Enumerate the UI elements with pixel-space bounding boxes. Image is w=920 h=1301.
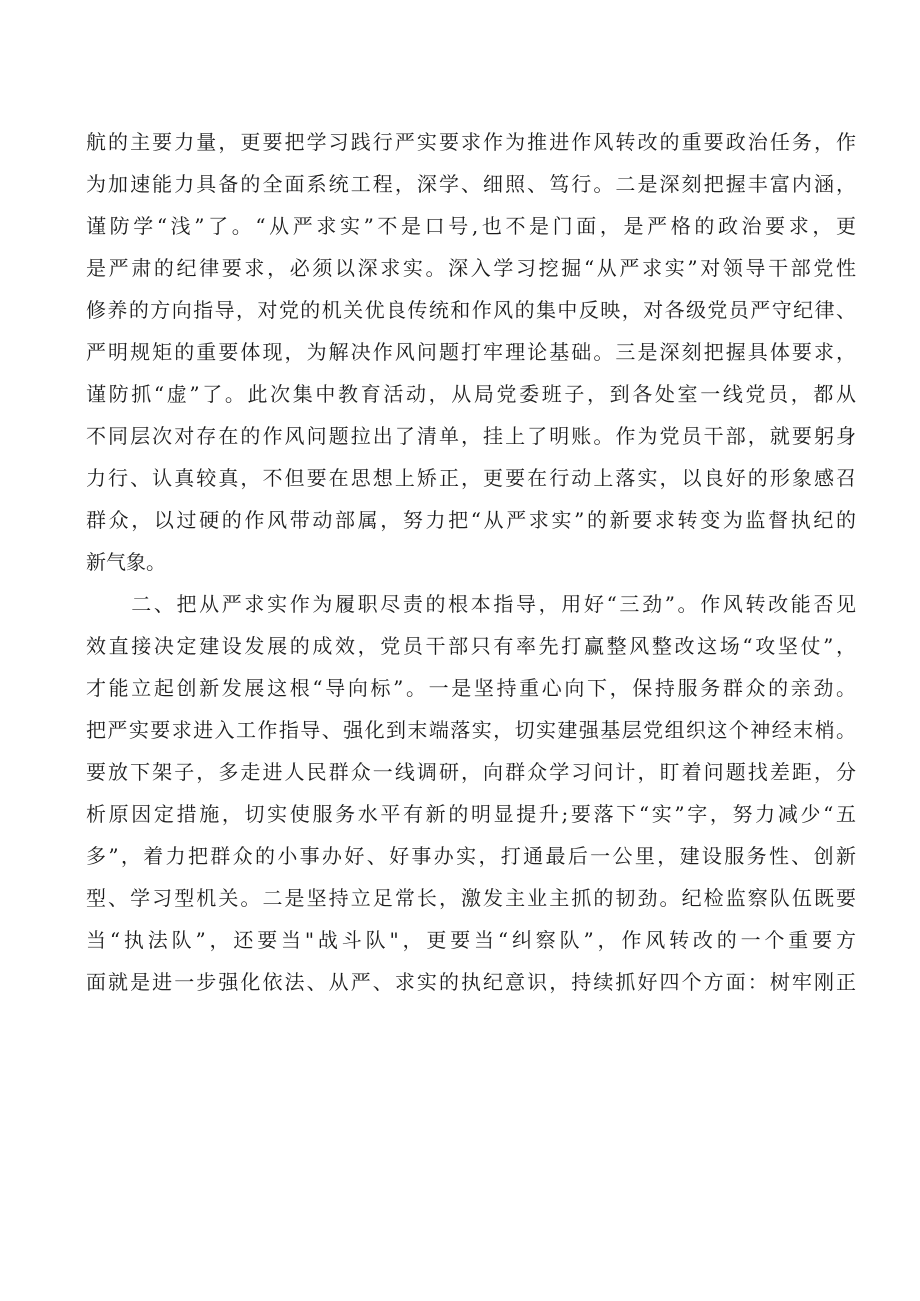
text-line: 面就是进一步强化依法、从严、求实的执纪意识，持续抓好四个方面：树牢刚正: [86, 970, 856, 994]
paragraph-2: [86, 583, 856, 1003]
text-line: 航的主要力量，更要把学习践行严实要求作为推进作风转改的重要政治任务，作: [86, 130, 856, 154]
text-line: 要放下架子，多走进人民群众一线调研，向群众学习问计，盯着问题找差距，分: [86, 760, 856, 784]
text-line: 谨防学“浅”了。“从严求实”不是口号,也不是门面，是严格的政治要求，更: [86, 214, 856, 238]
text-line: 把严实要求进入工作指导、强化到末端落实，切实建强基层党组织这个神经末梢。: [86, 718, 856, 742]
paragraph-1: [86, 121, 856, 583]
text-line: 为加速能力具备的全面系统工程，深学、细照、笃行。二是深刻把握丰富内涵，: [86, 172, 856, 196]
text-line: 型、学习型机关。二是坚持立足常长，激发主业主抓的韧劲。纪检监察队伍既要: [86, 886, 856, 910]
text-line: 不同层次对存在的作风问题拉出了清单，挂上了明账。作为党员干部，就要躬身: [86, 424, 856, 448]
document-body: [86, 121, 856, 1003]
text-line: 修养的方向指导，对党的机关优良传统和作风的集中反映，对各级党员严守纪律、: [86, 298, 856, 322]
text-line: 效直接决定建设发展的成效，党员干部只有率先打赢整风整改这场“攻坚仗”，: [86, 634, 856, 658]
text-line: 二、把从严求实作为履职尽责的根本指导，用好“三劲”。作风转改能否见: [86, 592, 856, 616]
text-line: 群众，以过硬的作风带动部属，努力把“从严求实”的新要求转变为监督执纪的: [86, 508, 856, 532]
text-line: 严明规矩的重要体现，为解决作风问题打牢理论基础。三是深刻把握具体要求，: [86, 340, 856, 364]
text-line: 力行、认真较真，不但要在思想上矫正，更要在行动上落实，以良好的形象感召: [86, 466, 856, 490]
text-line: 当“执法队”，还要当"战斗队"，更要当“纠察队”，作风转改的一个重要方: [86, 928, 856, 952]
text-line: 新气象。: [86, 550, 166, 574]
text-line: 才能立起创新发展这根“导向标”。一是坚持重心向下，保持服务群众的亲劲。: [86, 676, 856, 700]
text-line: 析原因定措施，切实使服务水平有新的明显提升;要落下“实”字，努力减少“五: [86, 802, 856, 826]
text-line: 多”，着力把群众的小事办好、好事办实，打通最后一公里，建设服务性、创新: [86, 844, 856, 868]
text-line: 谨防抓“虚”了。此次集中教育活动，从局党委班子，到各处室一线党员，都从: [86, 382, 856, 406]
text-line: 是严肃的纪律要求，必须以深求实。深入学习挖掘“从严求实”对领导干部党性: [86, 256, 856, 280]
